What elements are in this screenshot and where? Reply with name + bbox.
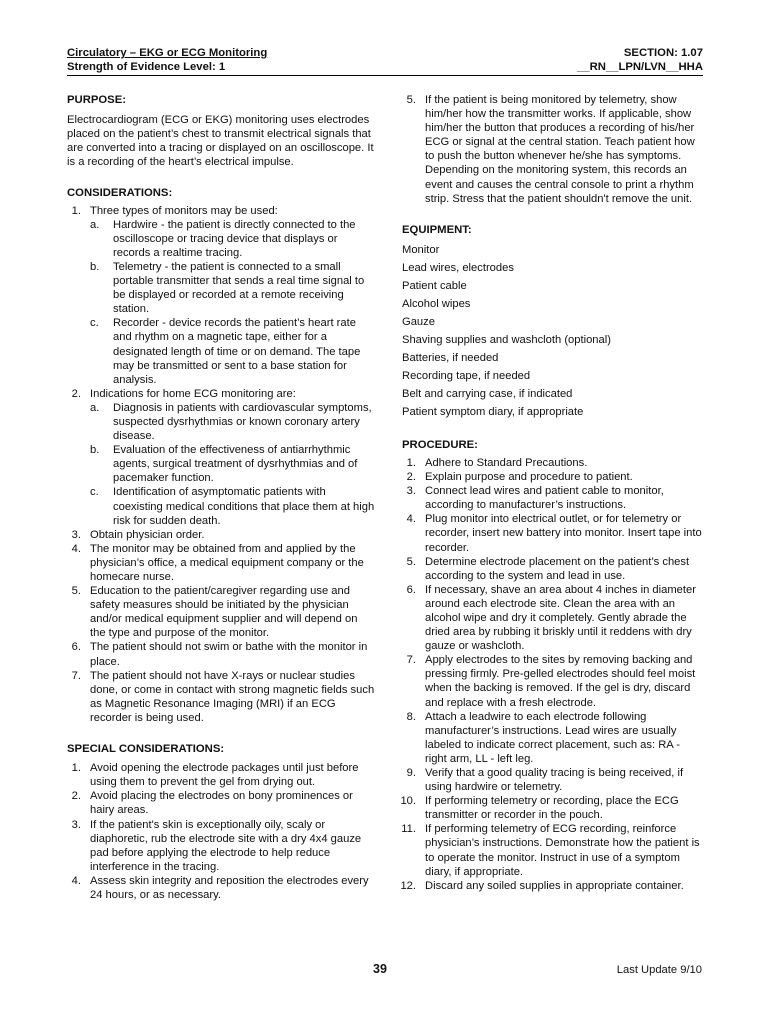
item-number: 8. [406, 710, 416, 723]
list-item [402, 879, 704, 893]
item-text: The monitor may be obtained from and applied by the physician’s office, a medical equipment company or the homecare nurse. [90, 542, 364, 583]
item-text: The patient should not have X-rays or nuclear studies done, or come in contact with strong magnetic fields such as Magnetic Resonance Imaging (MRI) if an ECG recorder is being used. [90, 669, 375, 724]
sub-list-item [90, 218, 375, 260]
item-number: 3. [71, 818, 81, 831]
list-item [402, 766, 704, 794]
list-item [402, 555, 704, 583]
list-item: Gauze [402, 315, 435, 328]
item-text: Education to the patient/caregiver regarding use and safety measures should be initiated by the physician and/or medical equipment supplier and will depend on the type and purpose of the monitor. [90, 585, 358, 640]
item-text: Verify that a good quality tracing is being received, if using hardwire or telemetry. [425, 767, 684, 794]
list-item [67, 818, 375, 874]
sub-list [90, 401, 375, 528]
item-number: 4. [71, 874, 81, 887]
item-number: 2. [406, 471, 416, 484]
list-item [402, 794, 704, 822]
item-text: If the patient's skin is exceptionally oily, scaly or diaphoretic, rub the electrode site with a dry 4x4 gauze pad before applying the electrode to help reduce interference in the tracing. [90, 818, 362, 873]
list-item: Alcohol wipes [402, 297, 471, 310]
list-item: Recording tape, if needed [402, 369, 531, 382]
list-item [402, 583, 704, 653]
sub-list-item [90, 260, 375, 316]
list-item [402, 512, 704, 554]
list-item [402, 710, 704, 766]
sub-item-marker: b. [90, 444, 100, 457]
sub-list-item [90, 316, 375, 386]
list-item [67, 387, 375, 528]
item-text: If performing telemetry of ECG recording, reinforce physician’s instructions. Demonstrate how the patient is to operate the monitor. Instruct in use of a symptom diary, if appropriate. [425, 823, 700, 878]
considerations-heading: CONSIDERATIONS: [67, 187, 173, 200]
considerations-list [67, 204, 375, 725]
special-considerations-list [67, 761, 375, 902]
item-text: Adhere to Standard Precautions. [425, 456, 588, 469]
sub-item-text: Identification of asymptomatic patients with coexisting medical conditions that place them at high risk for sudden death. [113, 486, 375, 527]
sub-item-text: Recorder - device records the patient’s heart rate and rhythm on a magnetic tape, either for a designated length of time or on demand. The tape may be transmitted or sent to a base station for analysis. [113, 317, 361, 386]
list-item [402, 93, 704, 206]
purpose-heading: PURPOSE: [67, 94, 127, 106]
item-number: 7. [71, 669, 81, 682]
list-item [402, 484, 704, 512]
sub-item-marker: a. [90, 401, 100, 414]
item-number: 5. [406, 555, 416, 568]
item-text: Discard any soiled supplies in appropriate container. [425, 879, 684, 892]
item-number: 9. [406, 767, 416, 779]
list-item: Shaving supplies and washcloth (optional) [402, 333, 611, 346]
list-item [402, 456, 704, 470]
sub-item-text: Hardwire - the patient is directly connected to the oscilloscope or tracing device that displays or records a realtime tracing. [113, 218, 356, 259]
item-number: 1. [71, 762, 81, 775]
list-item: Lead wires, electrodes [402, 261, 514, 274]
item-number: 3. [406, 485, 416, 498]
sub-list-item [90, 401, 375, 443]
list-item: Batteries, if needed [402, 351, 499, 364]
list-item [402, 822, 704, 878]
sub-item-text: Evaluation of the effectiveness of antiarrhythmic agents, surgical treatment of dysrhythmias and of pacemaker function. [113, 444, 358, 485]
item-text: Three types of monitors may be used: [90, 204, 278, 217]
sub-item-marker: c. [90, 486, 99, 499]
list-item [67, 761, 375, 789]
considerations-continued-list [402, 93, 704, 206]
sub-list-item [90, 485, 375, 527]
list-item [67, 542, 375, 584]
item-number: 12. [400, 879, 416, 892]
evidence-level: Strength of Evidence Level: 1 [67, 61, 226, 73]
list-item [67, 584, 375, 640]
sub-item-marker: c. [90, 317, 99, 330]
item-number: 5. [406, 94, 416, 106]
item-text: Obtain physician order. [90, 528, 205, 541]
item-text: Explain purpose and procedure to patient. [425, 471, 633, 484]
item-text: Indications for home ECG monitoring are: [90, 387, 296, 400]
left-column [67, 93, 375, 902]
item-number: 6. [406, 583, 416, 596]
header-row-2 [67, 60, 703, 76]
item-text: If the patient is being monitored by telemetry, show him/her how the transmitter works. If applicable, show him/her the button that produces a recording of his/her ECG or signal at the central station. Teach patient how to push the button whenever he/she has symptoms. Depending on the monitoring system, this records an event and causes the central console to print a rhythm strip. Stress that the patient shouldn't remove the unit. [425, 94, 695, 205]
list-item [402, 470, 704, 484]
item-text: Apply electrodes to the sites by removing backing and pressing firmly. Pre-gelled electrodes should feel moist when the backing is removed. If the gel is dry, discard and replace with a fresh electrode. [425, 654, 696, 709]
list-item [67, 204, 375, 387]
list-item [402, 653, 704, 709]
procedure-heading: PROCEDURE: [402, 438, 478, 451]
item-text: Assess skin integrity and reposition the electrodes every 24 hours, or as necessary. [90, 874, 369, 901]
sub-item-text: Telemetry - the patient is connected to a small portable transmitter that sends a real time signal to be displayed or recorded at a remote receiving station. [113, 260, 365, 316]
item-number: 5. [71, 585, 81, 598]
section-number: SECTION: 1.07 [623, 47, 703, 59]
item-number: 6. [71, 641, 81, 654]
list-item [67, 789, 375, 817]
item-number: 4. [406, 513, 416, 526]
list-item [67, 874, 375, 902]
equipment-list [402, 241, 704, 421]
right-column [402, 93, 704, 893]
item-number: 10. [400, 795, 416, 808]
sub-item-marker: b. [90, 260, 100, 273]
document-title: Circulatory – EKG or ECG Monitoring [67, 47, 268, 59]
item-text: Plug monitor into electrical outlet, or for telemetry or recorder, insert new battery into monitor. Insert tape into recorder. [425, 513, 702, 554]
item-number: 3. [71, 528, 81, 541]
item-text: The patient should not swim or bathe with the monitor in place. [90, 641, 368, 668]
list-item [67, 528, 375, 542]
item-number: 11. [401, 823, 416, 836]
item-number: 4. [71, 542, 81, 555]
list-item: Belt and carrying case, if indicated [402, 387, 573, 400]
last-update: Last Update 9/10 [616, 964, 702, 976]
item-text: Determine electrode placement on the patient’s chest according to the system and lead in use. [425, 555, 690, 582]
purpose-text: Electrocardiogram (ECG or EKG) monitoring uses electrodes placed on the patient’s chest to transmit electrical signals that are converted into a tracing or displayed on an oscilloscope. It is a recording of the heart’s electrical impulse. [67, 114, 374, 169]
list-item: Patient cable [402, 279, 467, 292]
item-number: 2. [71, 790, 81, 803]
sub-list-item [90, 443, 375, 485]
sub-list [90, 218, 375, 387]
item-number: 1. [71, 204, 81, 217]
list-item: Patient symptom diary, if appropriate [402, 405, 584, 418]
item-number: 2. [71, 387, 81, 400]
item-text: If necessary, shave an area about 4 inches in diameter around each electrode site. Clean the area with an alcohol wipe and dry it completely. Gently abrade the dried area by rubbing it briskly until it reddens with dry gauze or washcloth. [425, 583, 696, 653]
item-number: 1. [406, 456, 416, 469]
special-considerations-heading: SPECIAL CONSIDERATIONS: [67, 743, 225, 756]
page-number: 39 [373, 962, 387, 976]
procedure-list [402, 456, 704, 893]
item-text: Avoid opening the electrode packages until just before using them to prevent the gel from drying out. [90, 762, 359, 789]
sub-item-text: Diagnosis in patients with cardiovascular symptoms, suspected dysrhythmias or known coronary artery disease. [113, 401, 372, 443]
sub-item-marker: a. [90, 218, 100, 231]
list-item [67, 640, 375, 668]
equipment-heading: EQUIPMENT: [402, 223, 472, 236]
item-text: Attach a leadwire to each electrode following manufacturer’s instructions. Lead wires are usually labeled to indicate correct placement, such as: RA - right arm, LL - left leg. [425, 710, 680, 765]
item-text: Connect lead wires and patient cable to monitor, according to manufacturer’s instructions. [425, 485, 664, 512]
item-text: Avoid placing the electrodes on bony prominences or hairy areas. [90, 790, 353, 817]
list-item [67, 669, 375, 725]
item-number: 7. [406, 654, 416, 667]
role-checkboxes: __RN__LPN/LVN__HHA [577, 61, 703, 73]
list-item: Monitor [402, 243, 440, 256]
item-text: If performing telemetry or recording, place the ECG transmitter or recorder in the pouch. [425, 795, 679, 822]
